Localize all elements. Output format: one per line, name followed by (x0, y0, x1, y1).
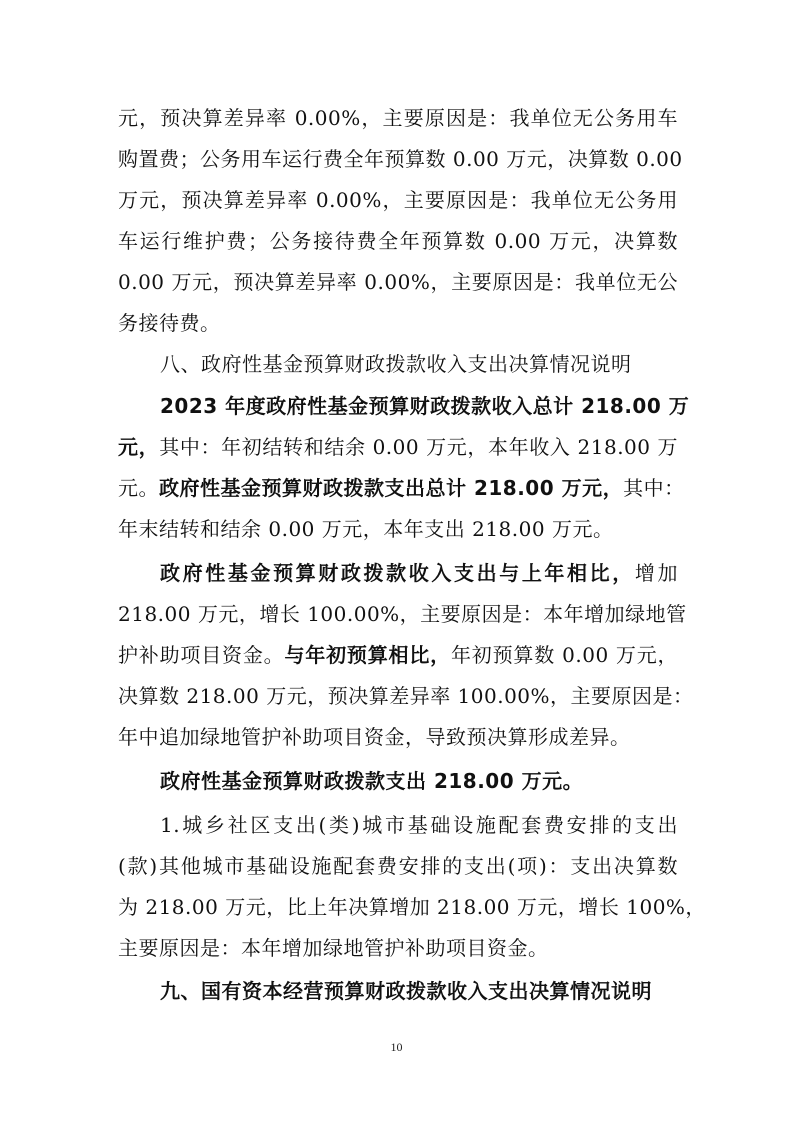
body-line (118, 473, 685, 503)
body-line: 元，预决算差异率 0.00%，主要原因是：我单位无公务用车 (118, 106, 678, 130)
body-line (118, 640, 678, 670)
bold-run: 元， (118, 435, 160, 459)
body-line: 年中追加绿地管护补助项目资金，导致预决算形成差异。 (118, 725, 631, 749)
bold-run: 政府性基金预算财政拨款支出总计 218.00 万元， (159, 476, 624, 500)
text-run: 其中：年初结转和结余 0.00 万元，本年收入 218.00 万 (159, 435, 678, 459)
body-line: 万元，预决算差异率 0.00%，主要原因是：我单位无公务用 (118, 188, 678, 212)
section-heading: 八、政府性基金预算财政拨款收入支出决算情况说明 (160, 352, 632, 376)
body-line: 年末结转和结余 0.00 万元，本年支出 218.00 万元。 (118, 517, 614, 541)
body-line (160, 558, 678, 588)
text-run: 年初预算数 0.00 万元， (450, 643, 679, 667)
body-line: 车运行维护费；公务接待费全年预算数 0.00 万元，决算数 (118, 229, 678, 253)
bold-run: 与年初预算相比， (284, 643, 451, 667)
text-run: 元。 (118, 476, 159, 500)
body-line: 2023 年度政府性基金预算财政拨款收入总计 218.00 万 (160, 394, 690, 418)
body-line (118, 432, 678, 462)
body-line: 决算数 218.00 万元，预决算差异率 100.00%，主要原因是： (118, 684, 694, 708)
body-line: 218.00 万元，增长 100.00%，主要原因是：本年增加绿地管 (118, 602, 687, 626)
text-run: 增加 (634, 561, 679, 585)
text-run: 护补助项目资金。 (118, 643, 285, 667)
body-line: 为 218.00 万元，比上年决算增加 218.00 万元，增长 100%， (118, 895, 706, 919)
body-line: 购置费；公务用车运行费全年预算数 0.00 万元，决算数 0.00 (118, 147, 683, 171)
body-line: 主要原因是：本年增加绿地管护补助项目资金。 (118, 936, 549, 960)
bold-run: 政府性基金预算财政拨款收入支出与上年相比， (160, 561, 635, 585)
body-line: (款)其他城市基础设施配套费安排的支出(项)：支出决算数 (118, 854, 678, 878)
body-line: 政府性基金预算财政拨款支出 218.00 万元。 (160, 769, 584, 793)
body-line: 务接待费。 (118, 311, 221, 335)
body-line: 0.00 万元，预决算差异率 0.00%，主要原因是：我单位无公 (118, 270, 678, 294)
body-line: 1.城乡社区支出(类)城市基础设施配套费安排的支出 (160, 813, 678, 837)
page-number: 10 (390, 1040, 403, 1054)
text-run: 其中： (623, 476, 685, 500)
section-heading: 九、国有资本经营预算财政拨款收入支出决算情况说明 (160, 979, 652, 1003)
